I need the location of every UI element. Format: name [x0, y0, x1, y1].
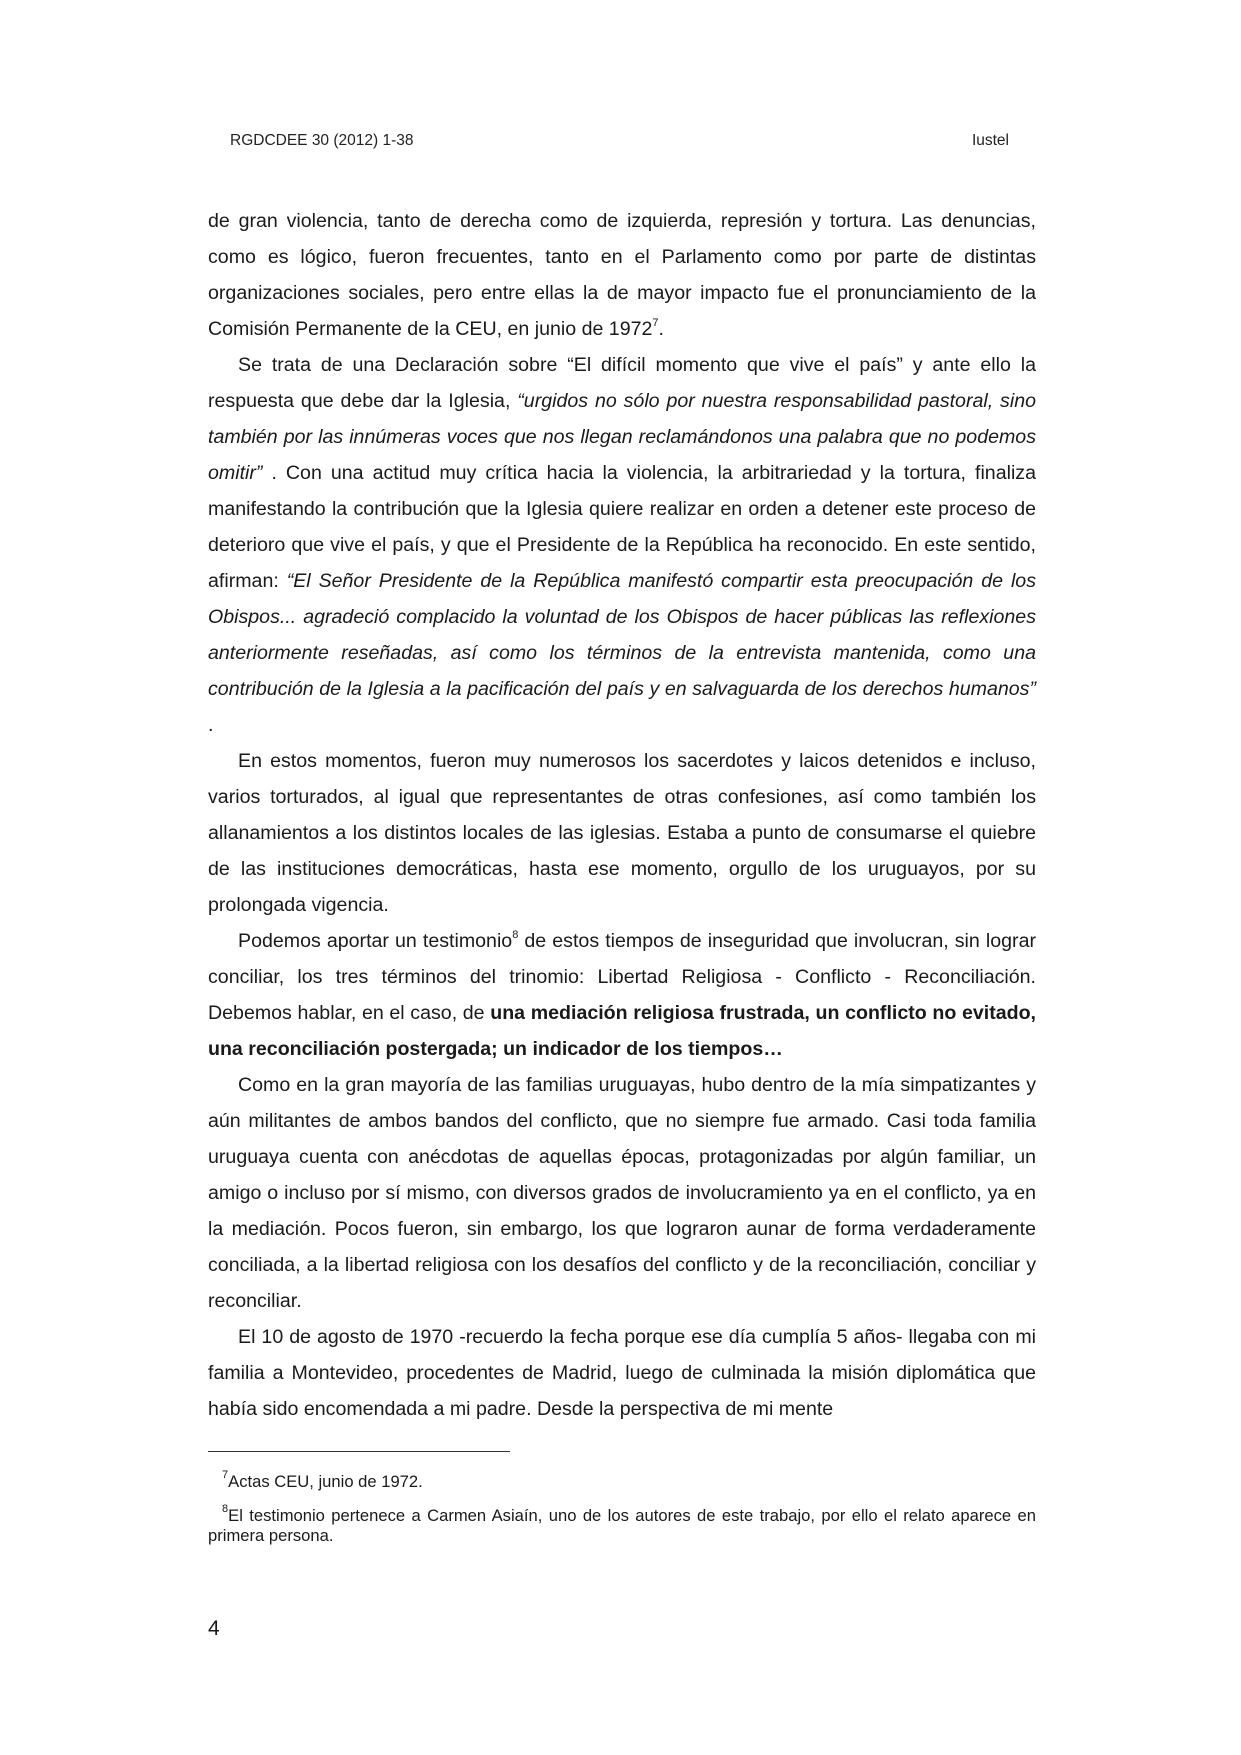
- body-text: [208, 203, 1036, 1427]
- paragraph-2: [208, 347, 1036, 743]
- paragraph-1-text: de gran violencia, tanto de derecha como de izquierda, represión y tortura. Las denuncias, como es lógico, fueron frecuentes, tanto en el Parlamento como por parte de distintas organizaciones sociales, pero entre ellas la de mayor impacto fue el pronunciamiento de la Comisión Permanente de la CEU, en junio de 1972: [208, 210, 1036, 340]
- paragraph-3: En estos momentos, fueron muy numerosos los sacerdotes y laicos detenidos e incluso, varios torturados, al igual que representantes de otras confesiones, así como también los allanamientos a los distintos locales de las iglesias. Estaba a punto de consumarse el quiebre de las instituciones democráticas, hasta ese momento, orgullo de los uruguayos, por su prolongada vigencia.: [208, 750, 1036, 916]
- running-header-journal: RGDCDEE 30 (2012) 1-38: [230, 132, 414, 149]
- footnotes: [208, 1468, 1036, 1546]
- paragraph-6: El 10 de agosto de 1970 -recuerdo la fecha porque ese día cumplía 5 años- llegaba con mi familia a Montevideo, procedentes de Madrid, luego de culminada la misión diplomática que había sido encomendada a mi padre. Desde la perspectiva de mi mente: [208, 1326, 1036, 1420]
- paragraph-4-text-b: de estos tiempos de inseguridad que involucran, sin lograr conciliar, los tres términos del trinomio: Libertad Religiosa - Conflicto - Reconciliación. Debemos hablar, en el caso, de: [208, 930, 1036, 1024]
- paragraph-2-text-a: Se trata de una Declaración sobre “El difícil momento que vive el país” y ante ello la respuesta que debe dar la Iglesia,: [208, 354, 1036, 412]
- footnote-text: Actas CEU, junio de 1972.: [228, 1472, 423, 1491]
- paragraph-2-text-b: . Con una actitud muy crítica hacia la violencia, la arbitrariedad y la tortura, finaliza manifestando la contribución que la Iglesia quiere realizar en orden a detener este proceso de deterioro que vive el país, y que el Presidente de la República ha reconocido. En este sentido, afirman:: [208, 462, 1036, 592]
- footnote-7: [208, 1468, 1036, 1496]
- quote-italic-1: “urgidos no sólo por nuestra responsabilidad pastoral, sino también por las innúmeras voces que nos llegan reclamándonos una palabra que no podemos omitir”: [208, 390, 1036, 484]
- footnote-8: [208, 1503, 1036, 1546]
- footnote-number: 7: [222, 1469, 229, 1481]
- running-header-publisher: Iustel: [971, 132, 1009, 149]
- paragraph-5: Como en la gran mayoría de las familias uruguayas, hubo dentro de la mía simpatizantes y aún militantes de ambos bandos del conflicto, que no siempre fue armado. Casi toda familia uruguaya cuenta con anécdotas de aquellas épocas, protagonizadas por algún familiar, un amigo o incluso por sí mismo, con diversos grados de involucramiento ya en el conflicto, ya en la mediación. Pocos fueron, sin embargo, los que lograron aunar de forma verdaderamente conciliada, a la libertad religiosa con los desafíos del conflicto y de la reconciliación, conciliar y reconciliar.: [208, 1074, 1036, 1312]
- paragraph-4-text-a: Podemos aportar un testimonio: [238, 930, 513, 952]
- footnote-number: 8: [222, 1503, 229, 1515]
- paragraph-2-end: .: [208, 714, 214, 736]
- footnote-text: El testimonio pertenece a Carmen Asiaín, uno de los autores de este trabajo, por ello el relato aparece en primera persona.: [208, 1506, 1036, 1545]
- page-number: 4: [208, 1617, 220, 1640]
- paragraph-1: [208, 203, 1036, 347]
- footnote-separator: [208, 1451, 510, 1452]
- quote-italic-2: “El Señor Presidente de la República manifestó compartir esta preocupación de los Obispos... agradeció complacido la voluntad de los Obispos de hacer públicas las reflexiones anteriormente reseñadas, así como los términos de la entrevista mantenida, como una contribución de la Iglesia a la pacificación del país y en salvaguarda de los derechos humanos”: [208, 570, 1036, 700]
- footnote-ref-7[interactable]: 7: [652, 317, 659, 329]
- bold-emphasis: una mediación religiosa frustrada, un conflicto no evitado, una reconciliación postergada; un indicador de los tiempos…: [208, 1002, 1036, 1060]
- paragraph-4: [208, 923, 1036, 1067]
- paragraph-1-end: .: [658, 318, 664, 340]
- footnote-ref-8[interactable]: 8: [512, 929, 519, 941]
